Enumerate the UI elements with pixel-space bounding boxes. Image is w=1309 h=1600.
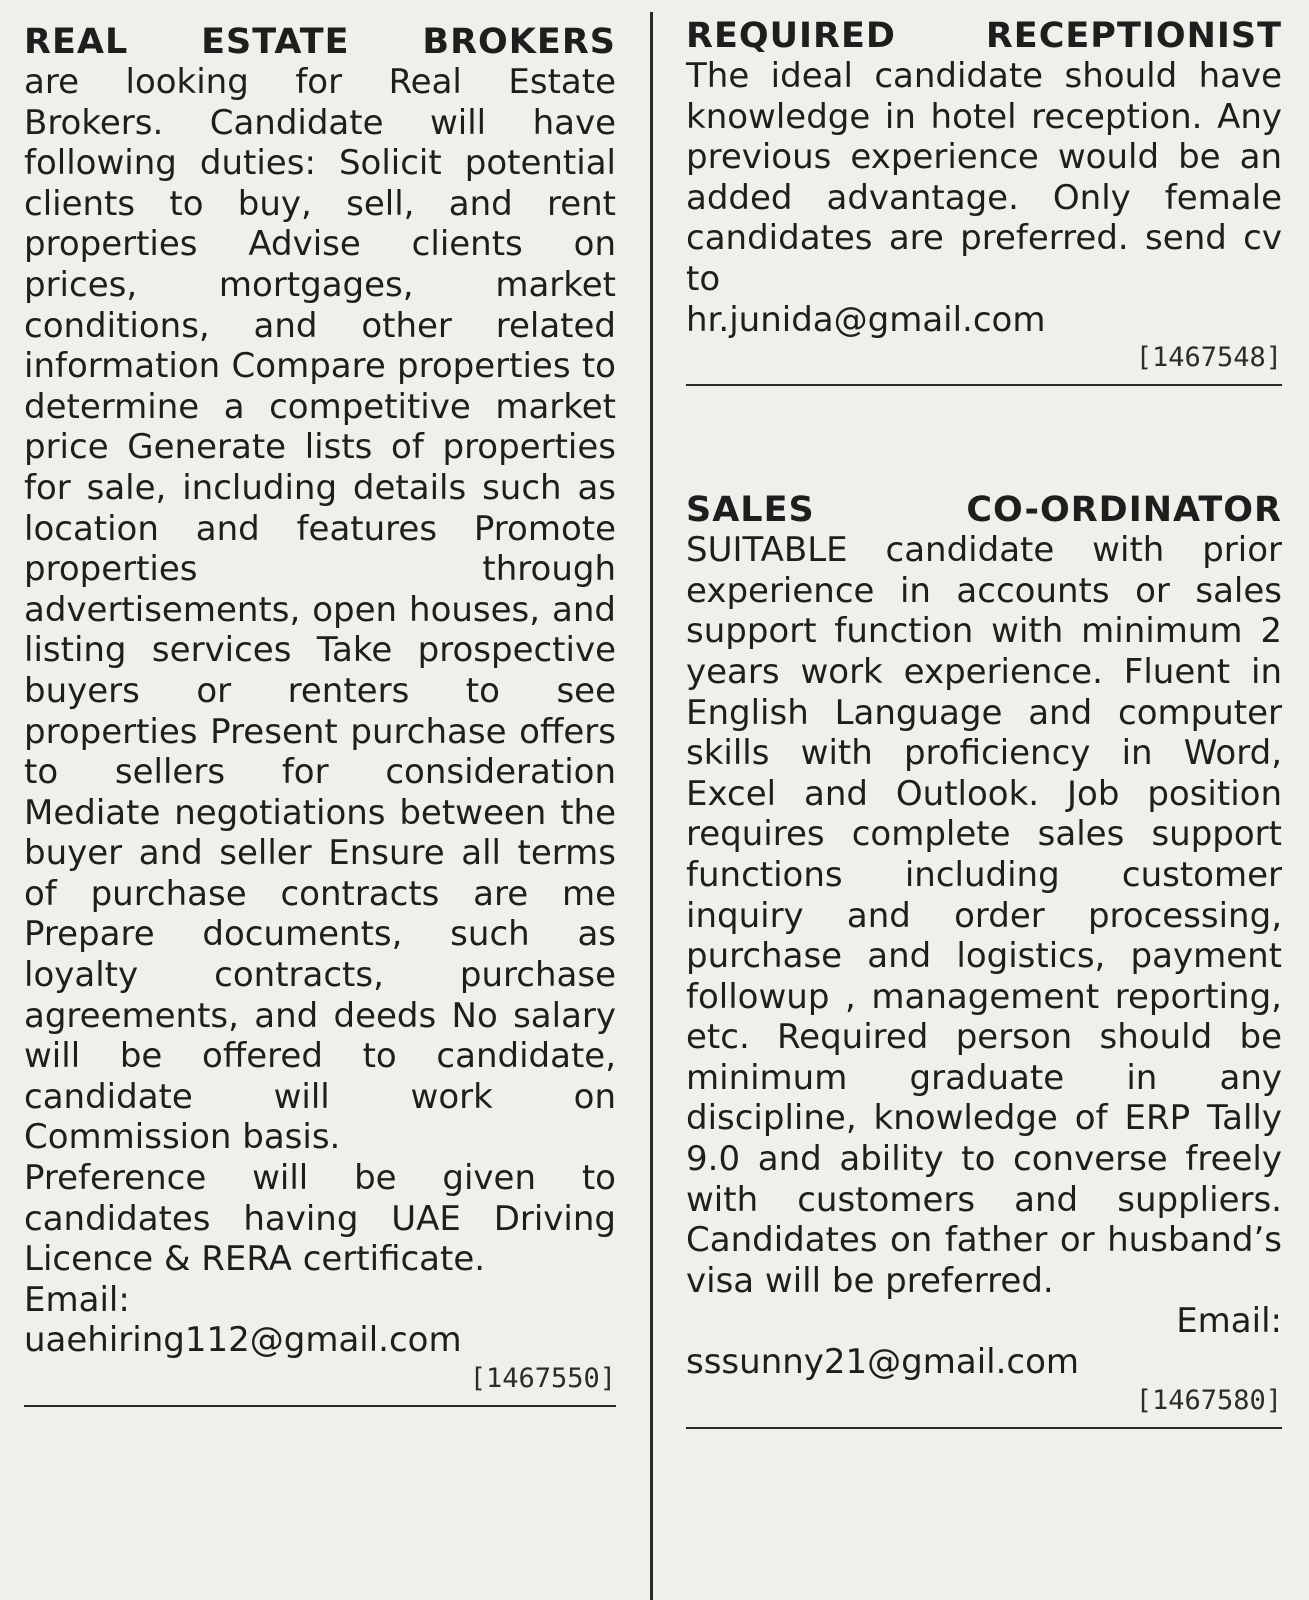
ad-column-right bbox=[686, 16, 1282, 1429]
email-address: uaehiring112@gmail.com bbox=[24, 1320, 462, 1361]
ad-required-receptionist bbox=[686, 16, 1282, 386]
ad-real-estate-brokers bbox=[24, 22, 616, 1407]
email-address: sssunny21@gmail.com bbox=[686, 1342, 1080, 1383]
ad-title: SALES CO-ORDINATOR bbox=[686, 490, 1282, 531]
email-address: hr.junida@gmail.com bbox=[686, 299, 1046, 340]
email-label: Email: bbox=[24, 1279, 130, 1320]
ad-separator bbox=[686, 1427, 1282, 1429]
ad-reference-number: [1467548] bbox=[1135, 342, 1282, 374]
ad-body: SUITABLE candidate with prior experience in accounts or sales support function with minimum 2 years work experience. Fluent in English Language and computer skills with proficiency in Word, Excel and Outlook. Job position requires complete sales support functions including customer inquiry and order processing, purchase and logistics, payment followup , management reporting, etc. Required person should be minimum graduate in any discipline, knowledge of ERP Tally 9.0 and ability to converse freely with customers and suppliers. Candidates on father or husband’s visa will be preferred. bbox=[686, 530, 1282, 1301]
ad-title: REQUIRED RECEPTIONIST bbox=[686, 16, 1282, 56]
column-divider bbox=[650, 12, 653, 1600]
ad-body: are looking for Real Estate Brokers. Candidate will have following duties: Solicit potential clients to buy, sell, and rent properties Advise clients on prices, mortgages, market conditions, and other related information Compare properties to determine a competitive market price Generate lists of properties for sale, including details such as location and features Promote properties through advertisements, open houses, and listing services Take prospective buyers or renters to see properties Present purchase offers to sellers for consideration Mediate negotiations between the buyer and seller Ensure all terms of purchase contracts are me Prepare documents, such as loyalty contracts, purchase agreements, and deeds No salary will be offered to candidate, candidate will work on Commission basis. bbox=[24, 62, 616, 1158]
ad-preference: Preference will be given to candidates having UAE Driving Licence & RERA certificate. bbox=[24, 1158, 616, 1280]
email-label: Email: bbox=[1176, 1301, 1282, 1342]
ad-separator bbox=[24, 1405, 616, 1407]
ad-reference-number: [1467550] bbox=[469, 1363, 616, 1394]
ad-reference-number: [1467580] bbox=[1135, 1384, 1282, 1416]
ad-sales-coordinator bbox=[686, 490, 1282, 1428]
ad-body: The ideal candidate should have knowledge in hotel reception. Any previous experience would be an added advantage. Only female candidates are preferred. send cv to bbox=[686, 56, 1282, 299]
ad-title: REAL ESTATE BROKERS bbox=[24, 22, 616, 62]
